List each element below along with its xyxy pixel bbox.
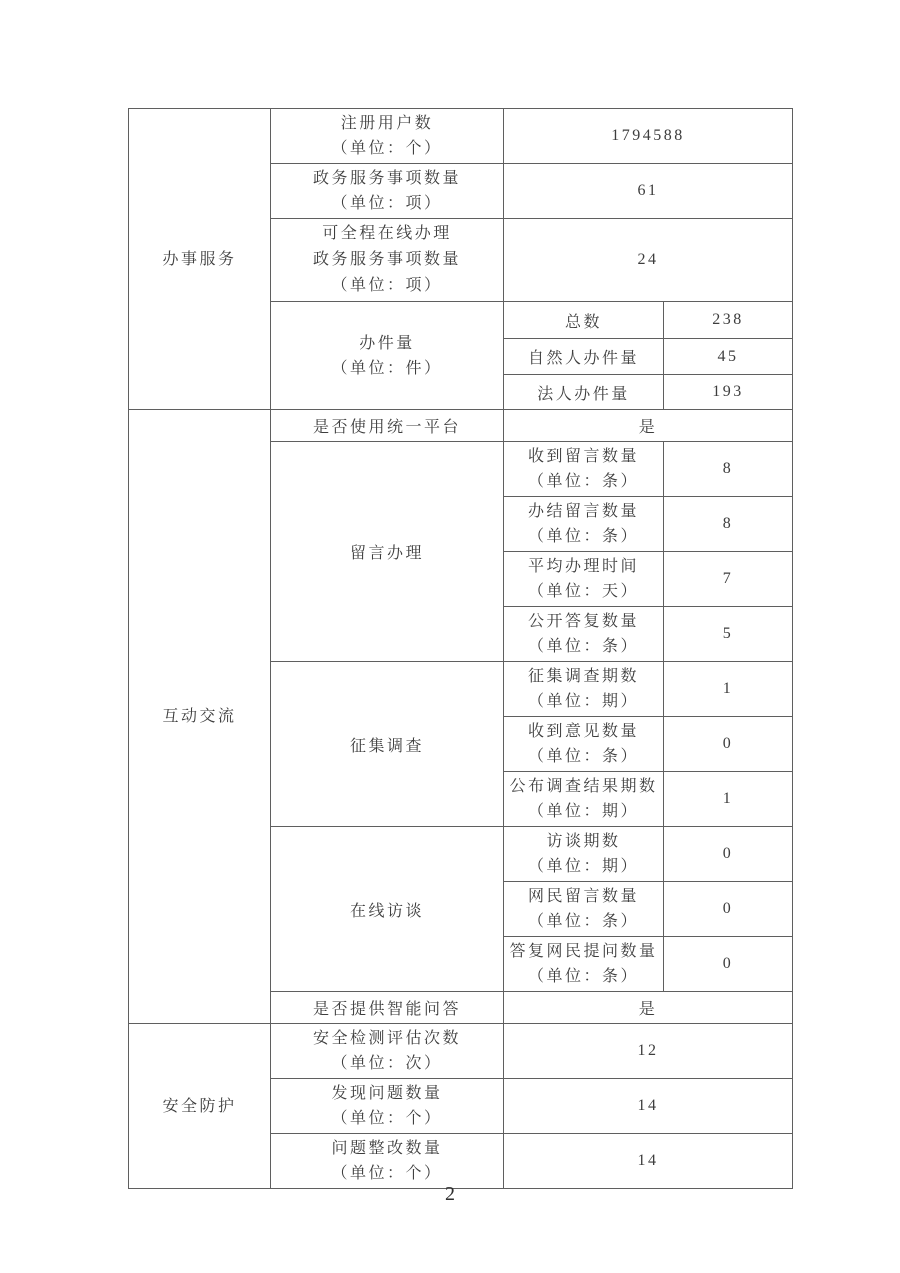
subrow-label: 收到留言数量 （单位：条） [504,442,664,497]
row-label: 问题整改数量 （单位：个） [271,1134,504,1189]
group-label: 办件量 （单位：件） [271,302,504,410]
row-label: 政务服务事项数量 （单位：项） [271,164,504,219]
subrow-label: 答复网民提问数量 （单位：条） [504,937,664,992]
subrow-value: 45 [664,339,793,375]
subrow-value: 0 [664,882,793,937]
subrow-value: 7 [664,552,793,607]
subrow-value: 1 [664,662,793,717]
subrow-value: 5 [664,607,793,662]
subrow-label: 收到意见数量 （单位：条） [504,717,664,772]
row-value: 14 [504,1134,793,1189]
subrow-value: 238 [664,302,793,339]
row-value: 1794588 [504,109,793,164]
row-label: 注册用户数 （单位：个） [271,109,504,164]
subrow-value: 0 [664,717,793,772]
section-category-interaction [129,410,271,1024]
row-value: 24 [504,219,793,302]
section-category-label: 办事服务 [162,250,237,268]
row-value: 是 [504,992,793,1024]
row-label: 发现问题数量 （单位：个） [271,1079,504,1134]
report-table [128,108,793,1189]
row-label: 安全检测评估次数 （单位：次） [271,1024,504,1079]
row-label: 可全程在线办理 政务服务事项数量 （单位：项） [271,219,504,302]
row-value: 61 [504,164,793,219]
subrow-label: 公开答复数量 （单位：条） [504,607,664,662]
subrow-value: 193 [664,375,793,410]
subrow-label: 自然人办件量 [504,339,664,375]
subrow-value: 8 [664,497,793,552]
row-value: 12 [504,1024,793,1079]
subrow-label: 法人办件量 [504,375,664,410]
subrow-label: 公布调查结果期数 （单位：期） [504,772,664,827]
row-label: 是否使用统一平台 [271,410,504,442]
subrow-label: 网民留言数量 （单位：条） [504,882,664,937]
subrow-label: 访谈期数 （单位：期） [504,827,664,882]
subrow-value: 0 [664,827,793,882]
subrow-value: 8 [664,442,793,497]
subrow-label: 平均办理时间 （单位：天） [504,552,664,607]
subrow-label: 办结留言数量 （单位：条） [504,497,664,552]
subrow-label: 总数 [504,302,664,339]
group-label: 在线访谈 [271,827,504,992]
group-label: 留言办理 [271,442,504,662]
subrow-value: 0 [664,937,793,992]
row-value: 是 [504,410,793,442]
group-label: 征集调查 [271,662,504,827]
section-category-service [129,109,271,410]
row-value: 14 [504,1079,793,1134]
subrow-value: 1 [664,772,793,827]
section-category-label: 安全防护 [162,1097,237,1115]
section-category-label: 互动交流 [162,708,237,725]
page-number: 2 [445,1183,455,1205]
row-label: 是否提供智能问答 [271,992,504,1024]
section-category-security [129,1024,271,1189]
subrow-label: 征集调查期数 （单位：期） [504,662,664,717]
